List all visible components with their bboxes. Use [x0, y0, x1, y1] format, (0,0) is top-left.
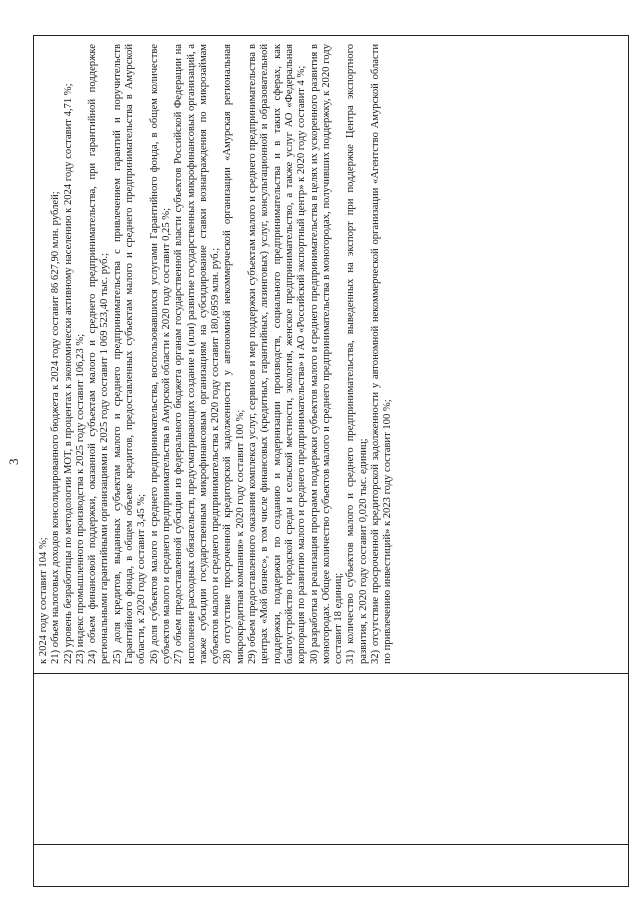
paragraph: 31) количество субъектов малого и среднего предпринимательства, выведенных на экспорт при поддержке Центра экспортного развития, к 2020 году составит 0,020 тыс. единиц;	[345, 44, 369, 664]
table-cell-text	[38, 44, 624, 664]
paragraph: 24) объем финансовой поддержки, оказанной субъектам малого и среднего предпринимательства, при гарантийной поддержке региональными гарантийными организациями к 2025 году составит 1 069 523,40 тыс. руб.;	[87, 44, 111, 664]
paragraph: 32) отсутствие просроченной кредиторской задолженности у автономной некоммерческой организации «Агентство Амурской области по привлечению инвестиций» к 2023 году составит 100 %;	[370, 44, 394, 664]
paragraph: 30) разработка и реализация программ поддержки субъектов малого и среднего предпринимательства в целях их ускоренного развития в моногородах. Общее количество субъектов малого и среднего предпринимательства в моногородах, получивших поддержку, к 2020 году составит 18 единиц;	[308, 44, 345, 664]
paragraph: 26) доля субъектов малого и среднего предпринимательства, воспользовавшихся услугами Гарантийного фонда, в общем количестве субъектов малого и среднего предпринимательства в Амурской области к 2020 году составит 0,25 %;	[148, 44, 172, 664]
paragraph: 22) уровень безработицы по методологии МОТ, в процентах к экономически активному населению к 2024 году составит 4,71 %;	[62, 83, 74, 664]
paragraph: 29) объем предоставленного оказания комплекса услуг, сервисов и мер поддержки субъектам малого и среднего предпринимательства в центрах «Мой бизнес», в том числе финансовых (кредитных, гарантийных, лизинговых) услуг, консультационной и образовательной поддержки, поддержки по созданию и модернизации производств, социального предпринимательства и в таких сферах, как благоустройство городской среды и сельской местности, экология, женское предпринимательство, а также услуг АО «Федеральная корпорация по развитию малого и среднего предпринимательства» и АО «Российский экспортный центр» к 2020 году составит 4 %;	[247, 44, 308, 664]
table-frame	[33, 35, 629, 887]
paragraph: 25) доля кредитов, выданных субъектам малого и среднего предпринимательства с привлечением гарантий и поручительств Гарантийного фонда, в общем объеме кредитов, предоставленных субъектам малого и среднего предпринимательства в Амурской области, к 2020 году составит 3,45 %;	[111, 44, 148, 664]
paragraph: 21) объем налоговых доходов консолидированного бюджета к 2024 году составит 86 627,90 млн. рублей;	[50, 191, 62, 664]
paragraph: 23) индекс промышленного производства к 2025 году составит 106,23 %;	[74, 333, 86, 664]
paragraph: 28) отсутствие просроченной кредиторской задолженности у автономной некоммерческой организации «Амурская региональная микрокредитная компания» к 2020 году составит 100 %;	[222, 44, 246, 664]
table-column-1	[34, 844, 628, 886]
table-column-2	[34, 673, 628, 845]
page-number: 3	[6, 458, 21, 465]
paragraph: к 2024 году составит 104 %;	[38, 537, 49, 664]
paragraph: 27) объем предоставленной субсидии из федерального бюджета органам государственной власти субъектов Российской Федерации на исполнение расходных обязательств, предусматривающих создание и (или) развитие государственных микрофинансовых организаций, а также субсидии государственным микрофинансовым организациям на субсидирование ставки вознаграждения по микрозаймам субъектов малого и среднего предпринимательства к 2020 году составит 180,6959 млн. руб.;	[173, 44, 222, 664]
